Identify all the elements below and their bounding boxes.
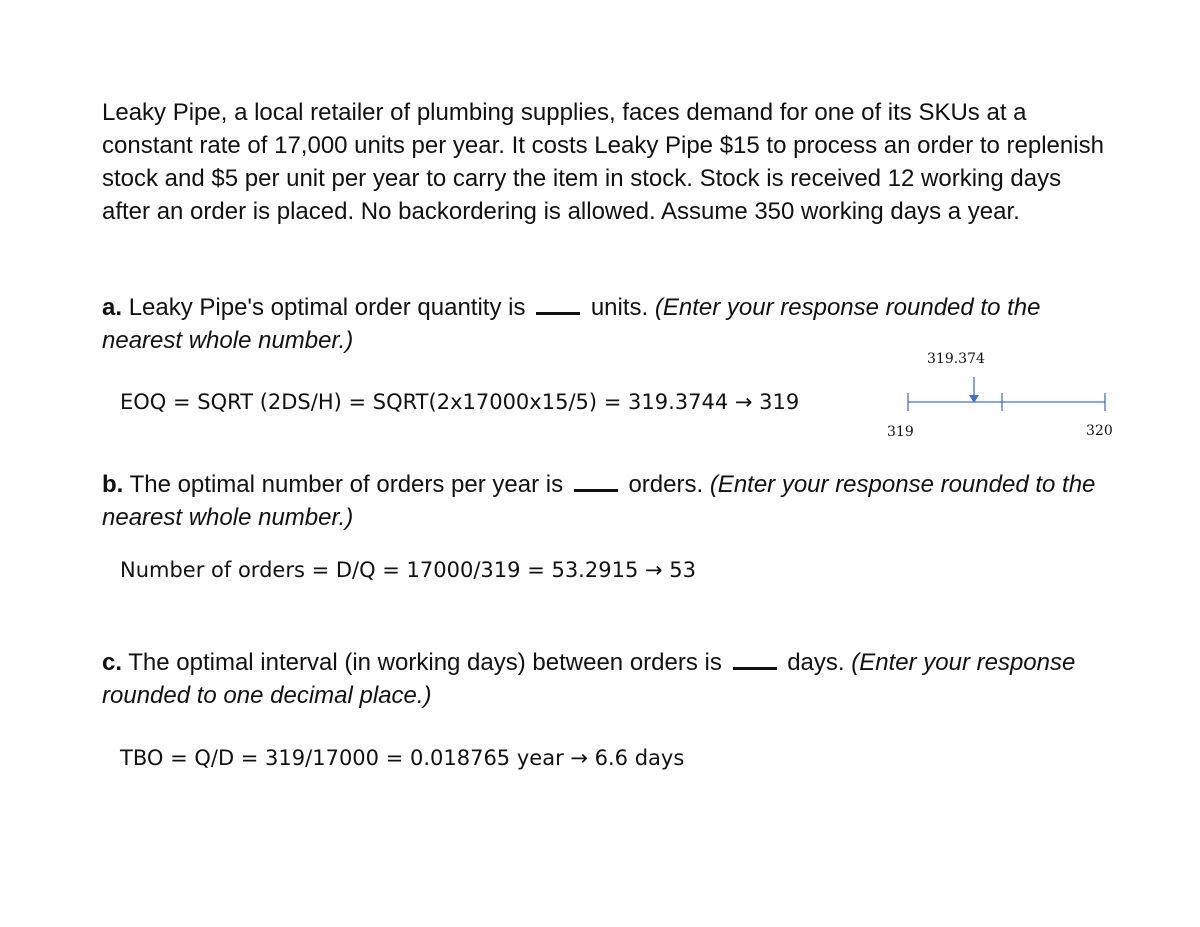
question-a <box>102 291 1112 357</box>
question-c-text: The optimal interval (in working days) between orders is <box>128 649 722 676</box>
question-a-letter: a. <box>102 294 123 321</box>
work-c: TBO = Q/D = 319/17000 = 0.018765 year → 6.6 days <box>120 746 685 770</box>
question-a-instruction: (Enter your response rounded to the nearest whole number.) <box>102 294 1041 354</box>
question-b <box>102 468 1112 534</box>
number-line-graphic <box>890 375 1130 415</box>
question-c-instruction: (Enter your response rounded to one decimal place.) <box>102 649 1076 709</box>
answer-blank-b[interactable] <box>574 487 618 492</box>
question-a-unit: units. <box>590 294 649 321</box>
work-a: EOQ = SQRT (2DS/H) = SQRT(2x17000x15/5) = 319.3744 → 319 <box>120 390 800 414</box>
question-b-unit: orders. <box>628 471 704 498</box>
answer-blank-c[interactable] <box>733 665 777 670</box>
question-c-letter: c. <box>102 649 123 676</box>
problem-statement: Leaky Pipe, a local retailer of plumbing supplies, faces demand for one of its SKUs at a constant rate of 17,000 units per year. It costs Leaky Pipe $15 to process an order to replenish stock and $5 per unit per year to carry the item in stock. Stock is received 12 working days after an order is placed. No backordering is allowed. Assume 350 working days a year. <box>102 99 1104 225</box>
question-b-text: The optimal number of orders per year is <box>129 471 564 498</box>
question-c <box>102 646 1112 712</box>
question-c-unit: days. <box>787 649 845 676</box>
question-b-instruction: (Enter your response rounded to the nearest whole number.) <box>102 471 1096 531</box>
number-line-left-label: 319 <box>887 424 914 440</box>
question-a-text: Leaky Pipe's optimal order quantity is <box>128 294 526 321</box>
work-b: Number of orders = D/Q = 17000/319 = 53.2915 → 53 <box>120 558 696 582</box>
number-line-right-label: 320 <box>1086 423 1113 439</box>
answer-blank-a[interactable] <box>536 310 580 315</box>
number-line-marker-label: 319.374 <box>927 351 985 367</box>
question-b-letter: b. <box>102 471 124 498</box>
